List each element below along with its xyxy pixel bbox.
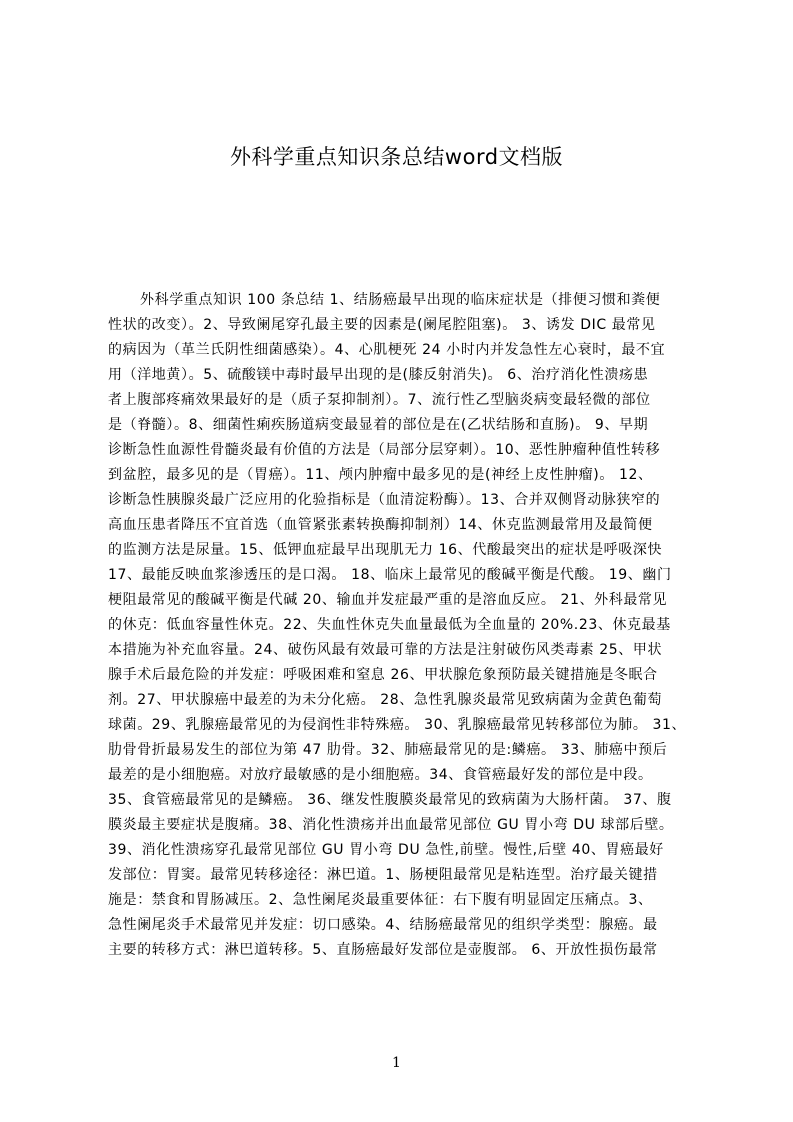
body-line: 急性阑尾炎手术最常见并发症：切口感染。4、结肠癌最常见的组织学类型：腺癌。最: [108, 917, 658, 933]
body-line: 施是：禁食和胃肠减压。2、急性阑尾炎最重要体征：右下腹有明显固定压痛点。3、: [108, 892, 653, 908]
body-line: 本措施为补充血容量。24、破伤风最有效最可靠的方法是注射破伤风类毒素 25、甲状: [108, 642, 663, 658]
body-line: 高血压患者降压不宜首选（血管紧张素转换酶抑制剂）14、休克监测最常用及最简便: [108, 517, 653, 533]
body-line: 35、食管癌最常见的是鳞癌。 36、继发性腹膜炎最常见的致病菌为大肠杆菌。 37、腹: [108, 792, 672, 808]
body-line: 的休克：低血容量性休克。22、失血性休克失血量最低为全血量的 20%.23、休克最基: [108, 617, 671, 633]
body-line: 17、最能反映血浆渗透压的是口渴。 18、临床上最常见的酸碱平衡是代酸。 19、幽门: [108, 567, 672, 583]
body-line: 用（洋地黄）。5、硫酸镁中毒时最早出现的是(膝反射消失)。 6、治疗消化性溃疡患: [108, 367, 649, 383]
body-line: 球菌。29、乳腺癌最常见的为侵润性非特殊癌。 30、乳腺癌最常见转移部位为肺。 31、: [108, 717, 687, 733]
document-title: 外科学重点知识条总结word文档版: [229, 145, 564, 169]
body-line: 的监测方法是尿量。15、低钾血症最早出现肌无力 16、代酸最突出的症状是呼吸深快: [108, 542, 663, 558]
document-body: [108, 288, 700, 963]
body-line: 者上腹部疼痛效果最好的是（质子泵抑制剂）。7、流行性乙型脑炎病变最轻微的部位: [108, 392, 651, 408]
body-line: 肋骨骨折最易发生的部位为第 47 肋骨。32、肺癌最常见的是:鳞癌。 33、肺癌中预后: [108, 742, 668, 758]
body-line: 最差的是小细胞癌。对放疗最敏感的是小细胞癌。34、食管癌最好发的部位是中段。: [108, 767, 653, 783]
body-line: 是（脊髓）。8、细菌性痢疾肠道病变最显着的部位是在(乙状结肠和直肠)。 9、早期: [108, 417, 649, 433]
body-line: 主要的转移方式：淋巴道转移。5、直肠癌最好发部位是壶腹部。 6、开放性损伤最常: [108, 942, 658, 958]
body-line: 39、消化性溃疡穿孔最常见部位 GU 胃小弯 DU 急性,前壁。慢性,后壁 40、胃癌最好: [108, 842, 664, 858]
body-line: 诊断急性血源性骨髓炎最有价值的方法是（局部分层穿刺）。10、恶性肿瘤种值性转移: [108, 442, 661, 458]
body-line: 外科学重点知识 100 条总结 1、结肠癌最早出现的临床症状是（排便习惯和粪便: [140, 292, 661, 308]
body-line: 的病因为（革兰氏阴性细菌感染）。4、心肌梗死 24 小时内并发急性左心衰时，最不宜: [108, 342, 666, 358]
body-line: 剂。27、甲状腺癌中最差的为未分化癌。 28、急性乳腺炎最常见致病菌为金黄色葡萄: [108, 692, 663, 708]
body-line: 诊断急性胰腺炎最广泛应用的化验指标是（血清淀粉酶）。13、合并双侧肾动脉狭窄的: [108, 492, 661, 508]
body-line: 膜炎最主要症状是腹痛。38、消化性溃疡并出血最常见部位 GU 胃小弯 DU 球部后壁。: [108, 817, 674, 833]
body-line: 发部位：胃窦。最常见转移途径：淋巴道。1、肠梗阻最常见是粘连型。治疗最关键措: [108, 867, 658, 883]
body-line: 到盆腔，最多见的是（胃癌）。11、颅内肿瘤中最多见的是(神经上皮性肿瘤)。 12、: [108, 467, 653, 483]
body-line: 腺手术后最危险的并发症：呼吸困难和窒息 26、甲状腺危象预防最关键措施是冬眠合: [108, 667, 658, 683]
body-line: 梗阻最常见的酸碱平衡是代碱 20、输血并发症最严重的是溶血反应。 21、外科最常见: [108, 592, 668, 608]
page-number: 1: [392, 1055, 401, 1071]
body-line: 性状的改变）。2、导致阑尾穿孔最主要的因素是(阑尾腔阻塞)。 3、诱发 DIC 最常见: [108, 317, 656, 333]
